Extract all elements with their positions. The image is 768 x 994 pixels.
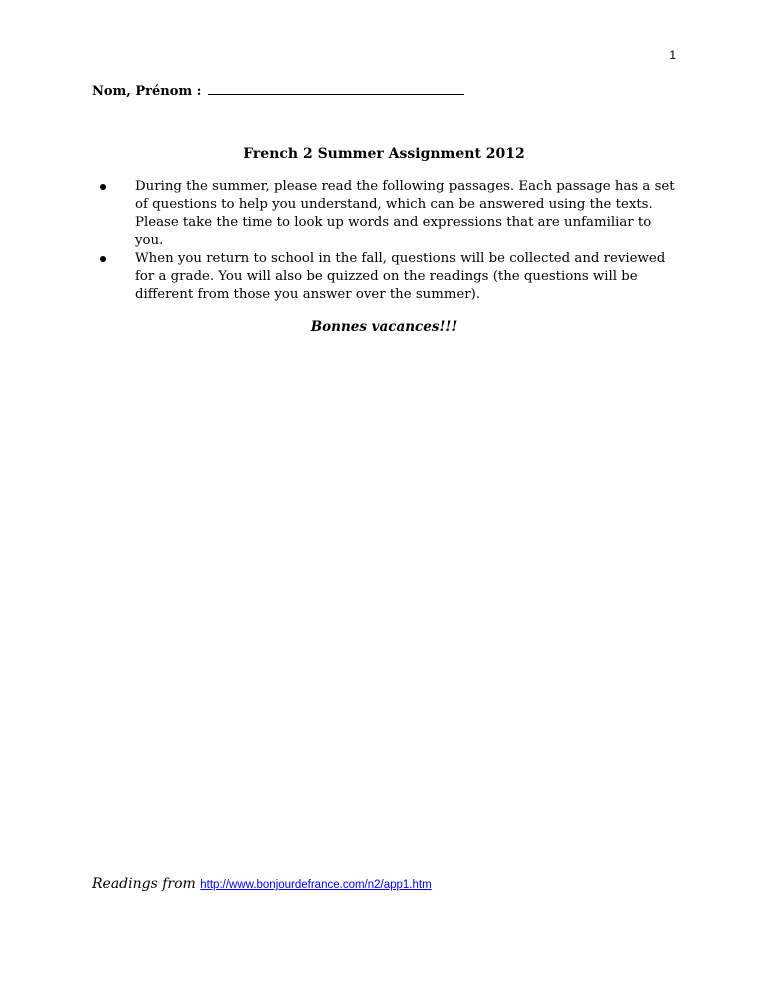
bullet-icon xyxy=(100,184,106,190)
page-title: French 2 Summer Assignment 2012 xyxy=(243,146,525,162)
list-item xyxy=(92,178,682,250)
list-item xyxy=(92,250,682,304)
footer xyxy=(92,876,432,892)
name-field xyxy=(92,82,464,99)
list-item-text: During the summer, please read the following passages. Each passage has a set of questions to help you understand, which can be answered using the texts. Please take the time to look up words and expressions that are unfamiliar to you. xyxy=(135,179,675,248)
list-item-text: When you return to school in the fall, questions will be collected and reviewed for a grade. You will also be quizzed on the readings (the questions will be different from those you answer over the summer). xyxy=(135,251,666,302)
footer-label: Readings from xyxy=(92,876,196,892)
name-blank-line xyxy=(208,82,464,95)
name-label: Nom, Prénom : xyxy=(92,84,202,99)
page-number: 1 xyxy=(669,48,676,62)
closing-text: Bonnes vacances!!! xyxy=(310,319,458,335)
bullet-icon xyxy=(100,256,106,262)
instructions-list xyxy=(92,178,682,304)
readings-link[interactable]: http://www.bonjourdefrance.com/n2/app1.htm xyxy=(200,879,432,891)
